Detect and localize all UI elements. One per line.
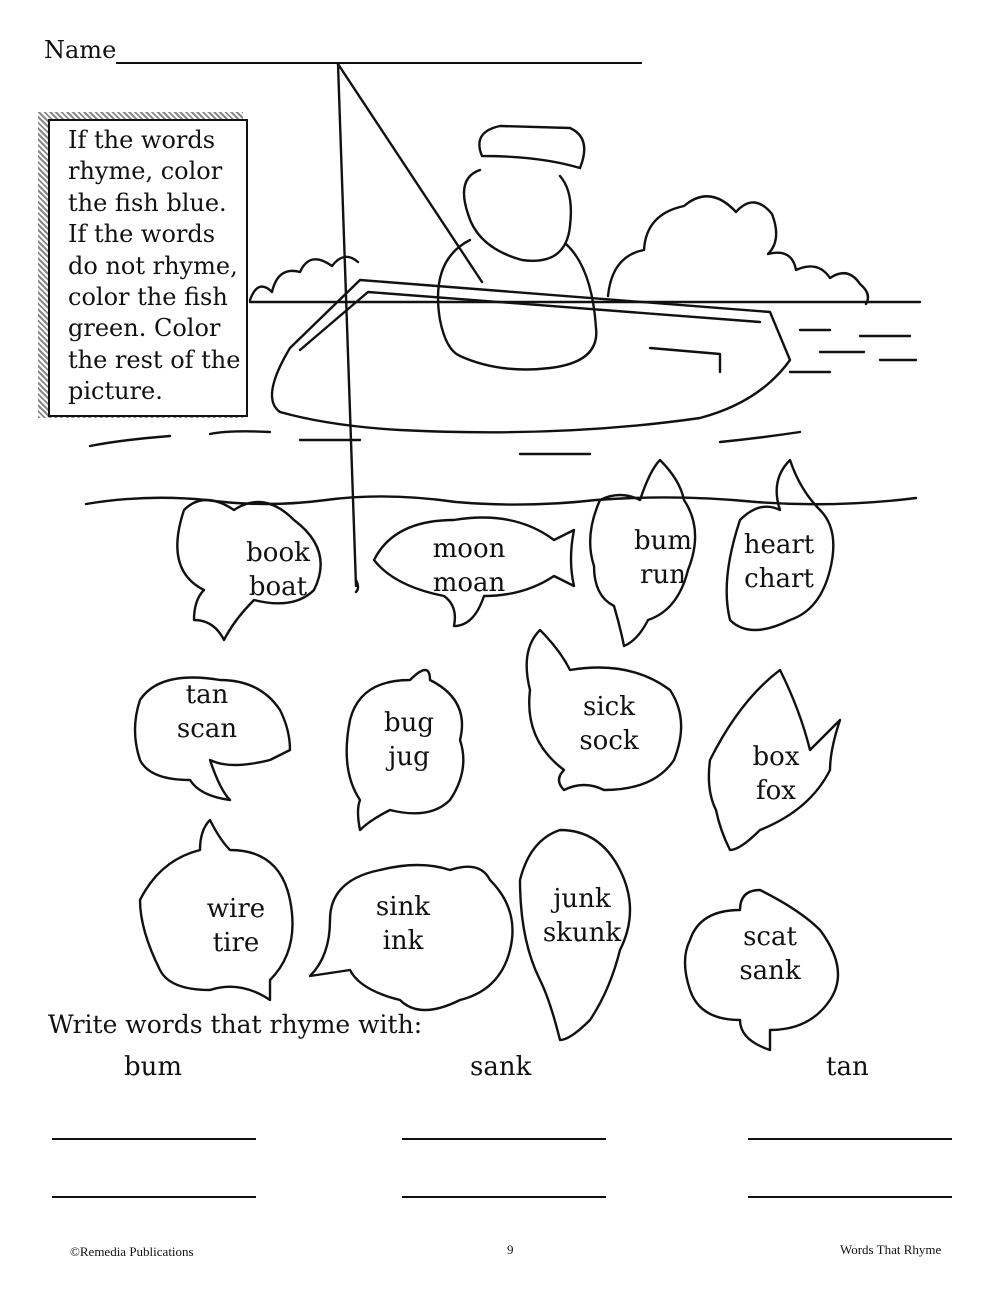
fish-word-2: moan	[432, 568, 506, 598]
boat-seat	[650, 348, 720, 372]
fish-word-2: boat	[248, 572, 308, 602]
rhyme-target-sank: sank	[470, 1052, 532, 1082]
fish-word-2: fox	[756, 776, 796, 806]
fish-word-1: box	[752, 742, 800, 772]
fish-word-1: sink	[375, 892, 431, 922]
instruction-line: color the fish	[68, 283, 228, 312]
instruction-line: the rest of the	[68, 345, 241, 374]
fish-junk-skunk[interactable]	[536, 882, 628, 950]
fish-bug-jug[interactable]	[376, 706, 442, 774]
fisherman-hat	[479, 126, 584, 168]
fish-word-1: heart	[743, 530, 815, 560]
answer-line[interactable]	[52, 1138, 256, 1140]
instruction-line: the fish blue.	[68, 188, 227, 217]
instruction-line: If the words	[68, 126, 216, 154]
fish-word-2: ink	[382, 926, 424, 956]
rhyme-prompt: Write words that rhyme with:	[48, 1010, 423, 1039]
answer-line[interactable]	[748, 1196, 952, 1198]
name-input-line[interactable]	[116, 62, 642, 64]
fish-box-fox[interactable]	[744, 740, 808, 808]
instruction-line: green. Color	[68, 314, 221, 343]
fish-heart-chart[interactable]	[736, 528, 822, 596]
fish-word-2: run	[640, 560, 686, 590]
answer-line[interactable]	[402, 1138, 606, 1140]
tree-line-left	[250, 257, 358, 300]
fish-word-1: bum	[633, 526, 693, 556]
fish-sick-sock[interactable]	[574, 690, 644, 758]
fish-word-1: book	[246, 538, 310, 568]
fish-sink-ink[interactable]	[366, 890, 440, 958]
fish-word-2: sock	[579, 726, 639, 756]
footer-publisher: ©Remedia Publications	[70, 1244, 194, 1259]
fish-bum-run[interactable]	[626, 524, 700, 592]
fishing-rod	[338, 64, 482, 282]
fish-wire-tire[interactable]	[198, 892, 274, 960]
boat-rim	[300, 292, 760, 350]
answer-line[interactable]	[52, 1196, 256, 1198]
fish-word-2: chart	[744, 564, 814, 594]
fish-word-2: scan	[176, 714, 238, 744]
fish-word-2: sank	[739, 956, 801, 986]
fish-word-2: skunk	[542, 918, 622, 948]
fish-moon-moan[interactable]	[424, 532, 514, 600]
instruction-line: picture.	[68, 377, 163, 406]
fish-word-1: moon	[432, 534, 506, 564]
instruction-line: rhyme, color	[68, 157, 223, 186]
instruction-line: If the words	[68, 220, 216, 249]
fish-book-boat[interactable]	[240, 536, 316, 604]
fish-word-1: tan	[185, 680, 229, 710]
answer-line[interactable]	[748, 1138, 952, 1140]
water-ripple	[90, 431, 800, 454]
fish-word-1: junk	[553, 884, 611, 914]
fish-word-2: jug	[388, 742, 430, 772]
instructions-box	[48, 119, 248, 417]
fish-scat-sank[interactable]	[730, 920, 810, 988]
fish-tan-scan[interactable]	[168, 678, 246, 746]
rhyme-target-tan: tan	[826, 1052, 869, 1082]
fisherman-face	[464, 170, 571, 261]
rhyme-target-bum: bum	[124, 1052, 183, 1082]
tree-line-right	[608, 196, 868, 304]
instruction-line: do not rhyme,	[68, 251, 238, 280]
name-label: Name	[44, 36, 117, 64]
fish-word-1: sick	[583, 692, 635, 722]
answer-line[interactable]	[402, 1196, 606, 1198]
fish-word-1: wire	[206, 894, 266, 924]
footer-book-title: Words That Rhyme	[840, 1242, 942, 1257]
fish-word-1: bug	[383, 708, 435, 738]
water-ripple	[790, 330, 916, 372]
fishing-line	[338, 64, 356, 586]
footer-page-number: 9	[507, 1242, 514, 1257]
fish-word-1: scat	[743, 922, 797, 952]
fish-word-2: tire	[212, 928, 260, 958]
